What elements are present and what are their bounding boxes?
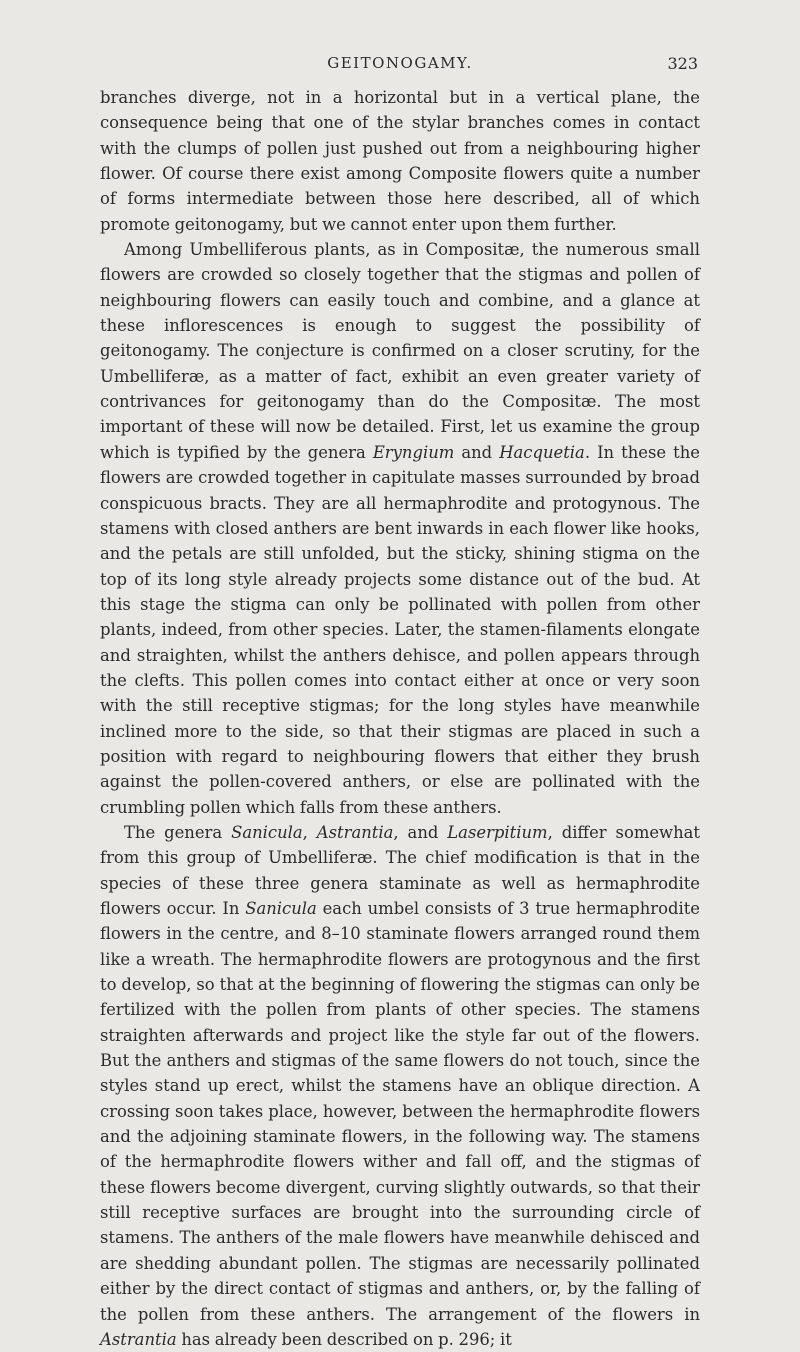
text-segment: Among Umbelliferous plants, as in Compositæ, the numerous small flowers are crowded so closely together that the stigmas and pollen of neighbouring flowers can easily touch and combine, and a glance at these inflorescences is enough to suggest the possibility of geitonogamy. The conjecture is confirmed on a closer scrutiny, for the Umbelliferæ, as a matter of fact, exhibit an even greater variety of contrivances for geitonogamy than do the Compositæ. The most important of these will now be detailed. First, let us examine the group which is typified by the genera (100, 240, 700, 462)
genus-name: Laserpitium (447, 822, 548, 842)
genus-name: Hacquetia (499, 442, 585, 462)
page-number: 323 (667, 54, 698, 73)
text-segment: has already been described on p. 296; it (176, 1329, 512, 1349)
text-segment: , (302, 822, 317, 842)
genus-name: Astrantia (100, 1329, 177, 1349)
genus-name: Eryngium (372, 442, 455, 462)
paragraph (100, 237, 700, 820)
genus-name: Sanicula (245, 899, 317, 918)
text-segment: , and (393, 822, 448, 842)
body-text (100, 85, 700, 1352)
text-segment: , differ somewhat from this group of Umbelliferæ. The chief modification is that in the species of these three genera staminate as well as hermaphrodite flowers occur. In (100, 822, 701, 918)
genus-name: Astrantia (316, 822, 394, 842)
genus-name: Sanicula (231, 822, 303, 842)
running-head: GEITONOGAMY. (327, 54, 473, 72)
text-segment: The genera (124, 822, 232, 842)
text-segment: branches diverge, not in a horizontal but in a vertical plane, the consequence being that one of the stylar branches comes in contact with the clumps of pollen just pushed out from a neighbouring higher flower. Of course there exist among Composite flowers quite a number of forms intermediate between those here described, all of which promote geitonogamy, but we cannot enter upon them further. (100, 88, 700, 234)
paragraph (100, 85, 700, 237)
text-segment: and (454, 442, 500, 462)
page-header (0, 54, 800, 78)
paragraph (100, 820, 700, 1352)
text-segment: . In these the flowers are crowded together in capitulate masses surrounded by broad conspicuous bracts. They are all hermaphrodite and protogynous. The stamens with closed anthers are bent inwards in each flower like hooks, and the petals are still unfolded, but the sticky, shining stigma on the top of its long style already projects some distance out of the bud. At this stage the stigma can only be pollinated with pollen from other plants, indeed, from other species. Later, the stamen-filaments elongate and straighten, whilst the anthers dehisce, and pollen appears through the clefts. This pollen comes into contact either at once or very soon with the still receptive stigmas; for the long styles have meanwhile inclined more to the side, so that their stigmas are placed in such a position with regard to neighbouring flowers that either they brush against the pollen-covered anthers, or else are pollinated with the crumbling pollen which falls from these anthers. (100, 442, 700, 817)
text-segment: each umbel consists of 3 true hermaphrodite flowers in the centre, and 8–10 staminate flowers arranged round them like a wreath. The hermaphrodite flowers are protogynous and the first to develop, so that at the beginning of flowering the stigmas can only be fertilized with the pollen from plants of other species. The stamens straighten afterwards and project like the style far out of the flowers. But the anthers and stigmas of the same flowers do not touch, since the styles stand up erect, whilst the stamens have an oblique direction. A crossing soon takes place, however, between the hermaphrodite flowers and the adjoining staminate flowers, in the following way. The stamens of the hermaphrodite flowers wither and fall off, and the stigmas of these flowers become divergent, curving slightly outwards, so that their still receptive surfaces are brought into the surrounding circle of stamens. The anthers of the male flowers have meanwhile dehisced and are shedding abundant pollen. The stigmas are necessarily pollinated either by the direct contact of stigmas and anthers, or, by the falling of the pollen from these anthers. The arrangement of the flowers in (100, 899, 700, 1324)
